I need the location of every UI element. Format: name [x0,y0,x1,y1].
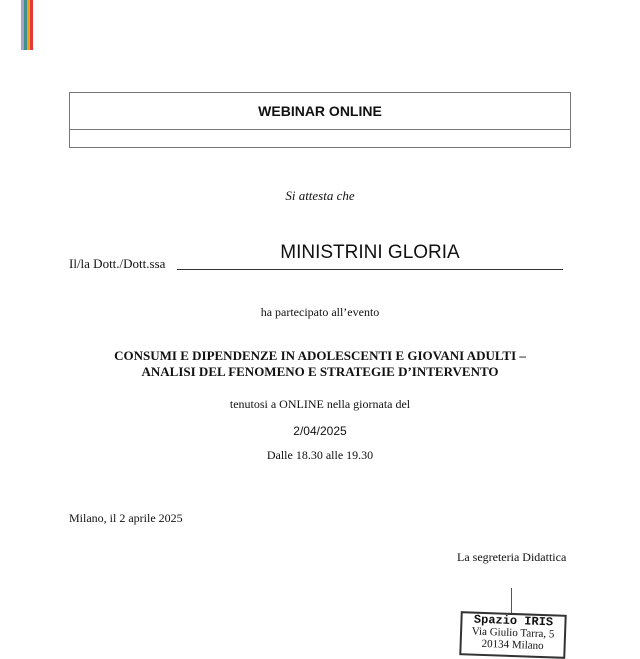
name-underline [177,269,563,270]
stamp-city: 20134 Milano [481,637,544,653]
place-date: Milano, il 2 aprile 2025 [69,511,183,525]
stamp-name: Spazio IRIS [473,612,554,630]
attesta-text: Si attesta che [285,188,355,203]
signature-mark [511,588,512,614]
stripe [30,0,33,50]
location-text: tenutosi a ONLINE nella giornata del [229,397,411,411]
participant-name: MINISTRINI GLORIA [280,242,460,263]
event-time: Dalle 18.30 alle 19.30 [266,448,374,462]
event-title-line: ANALISI DEL FENOMENO E STRATEGIE D’INTERVENTO [141,364,499,379]
header-title: WEBINAR ONLINE [70,93,570,130]
event-title-line: CONSUMI E DIPENDENZE IN ADOLESCENTI E GIOVANI ADULTI – [114,348,526,363]
name-label: Il/la Dott./Dott.ssa [69,256,166,271]
stamp-address: Via Giulio Tarra, 5 [471,625,555,641]
event-date: 2/04/2025 [293,424,347,438]
header-box [69,92,571,148]
signature-label: La segreteria Didattica [457,550,567,564]
event-title [0,348,640,380]
logo-stripes [21,0,33,50]
stamp [459,611,566,659]
participated-text: ha partecipato all’evento [260,305,380,319]
